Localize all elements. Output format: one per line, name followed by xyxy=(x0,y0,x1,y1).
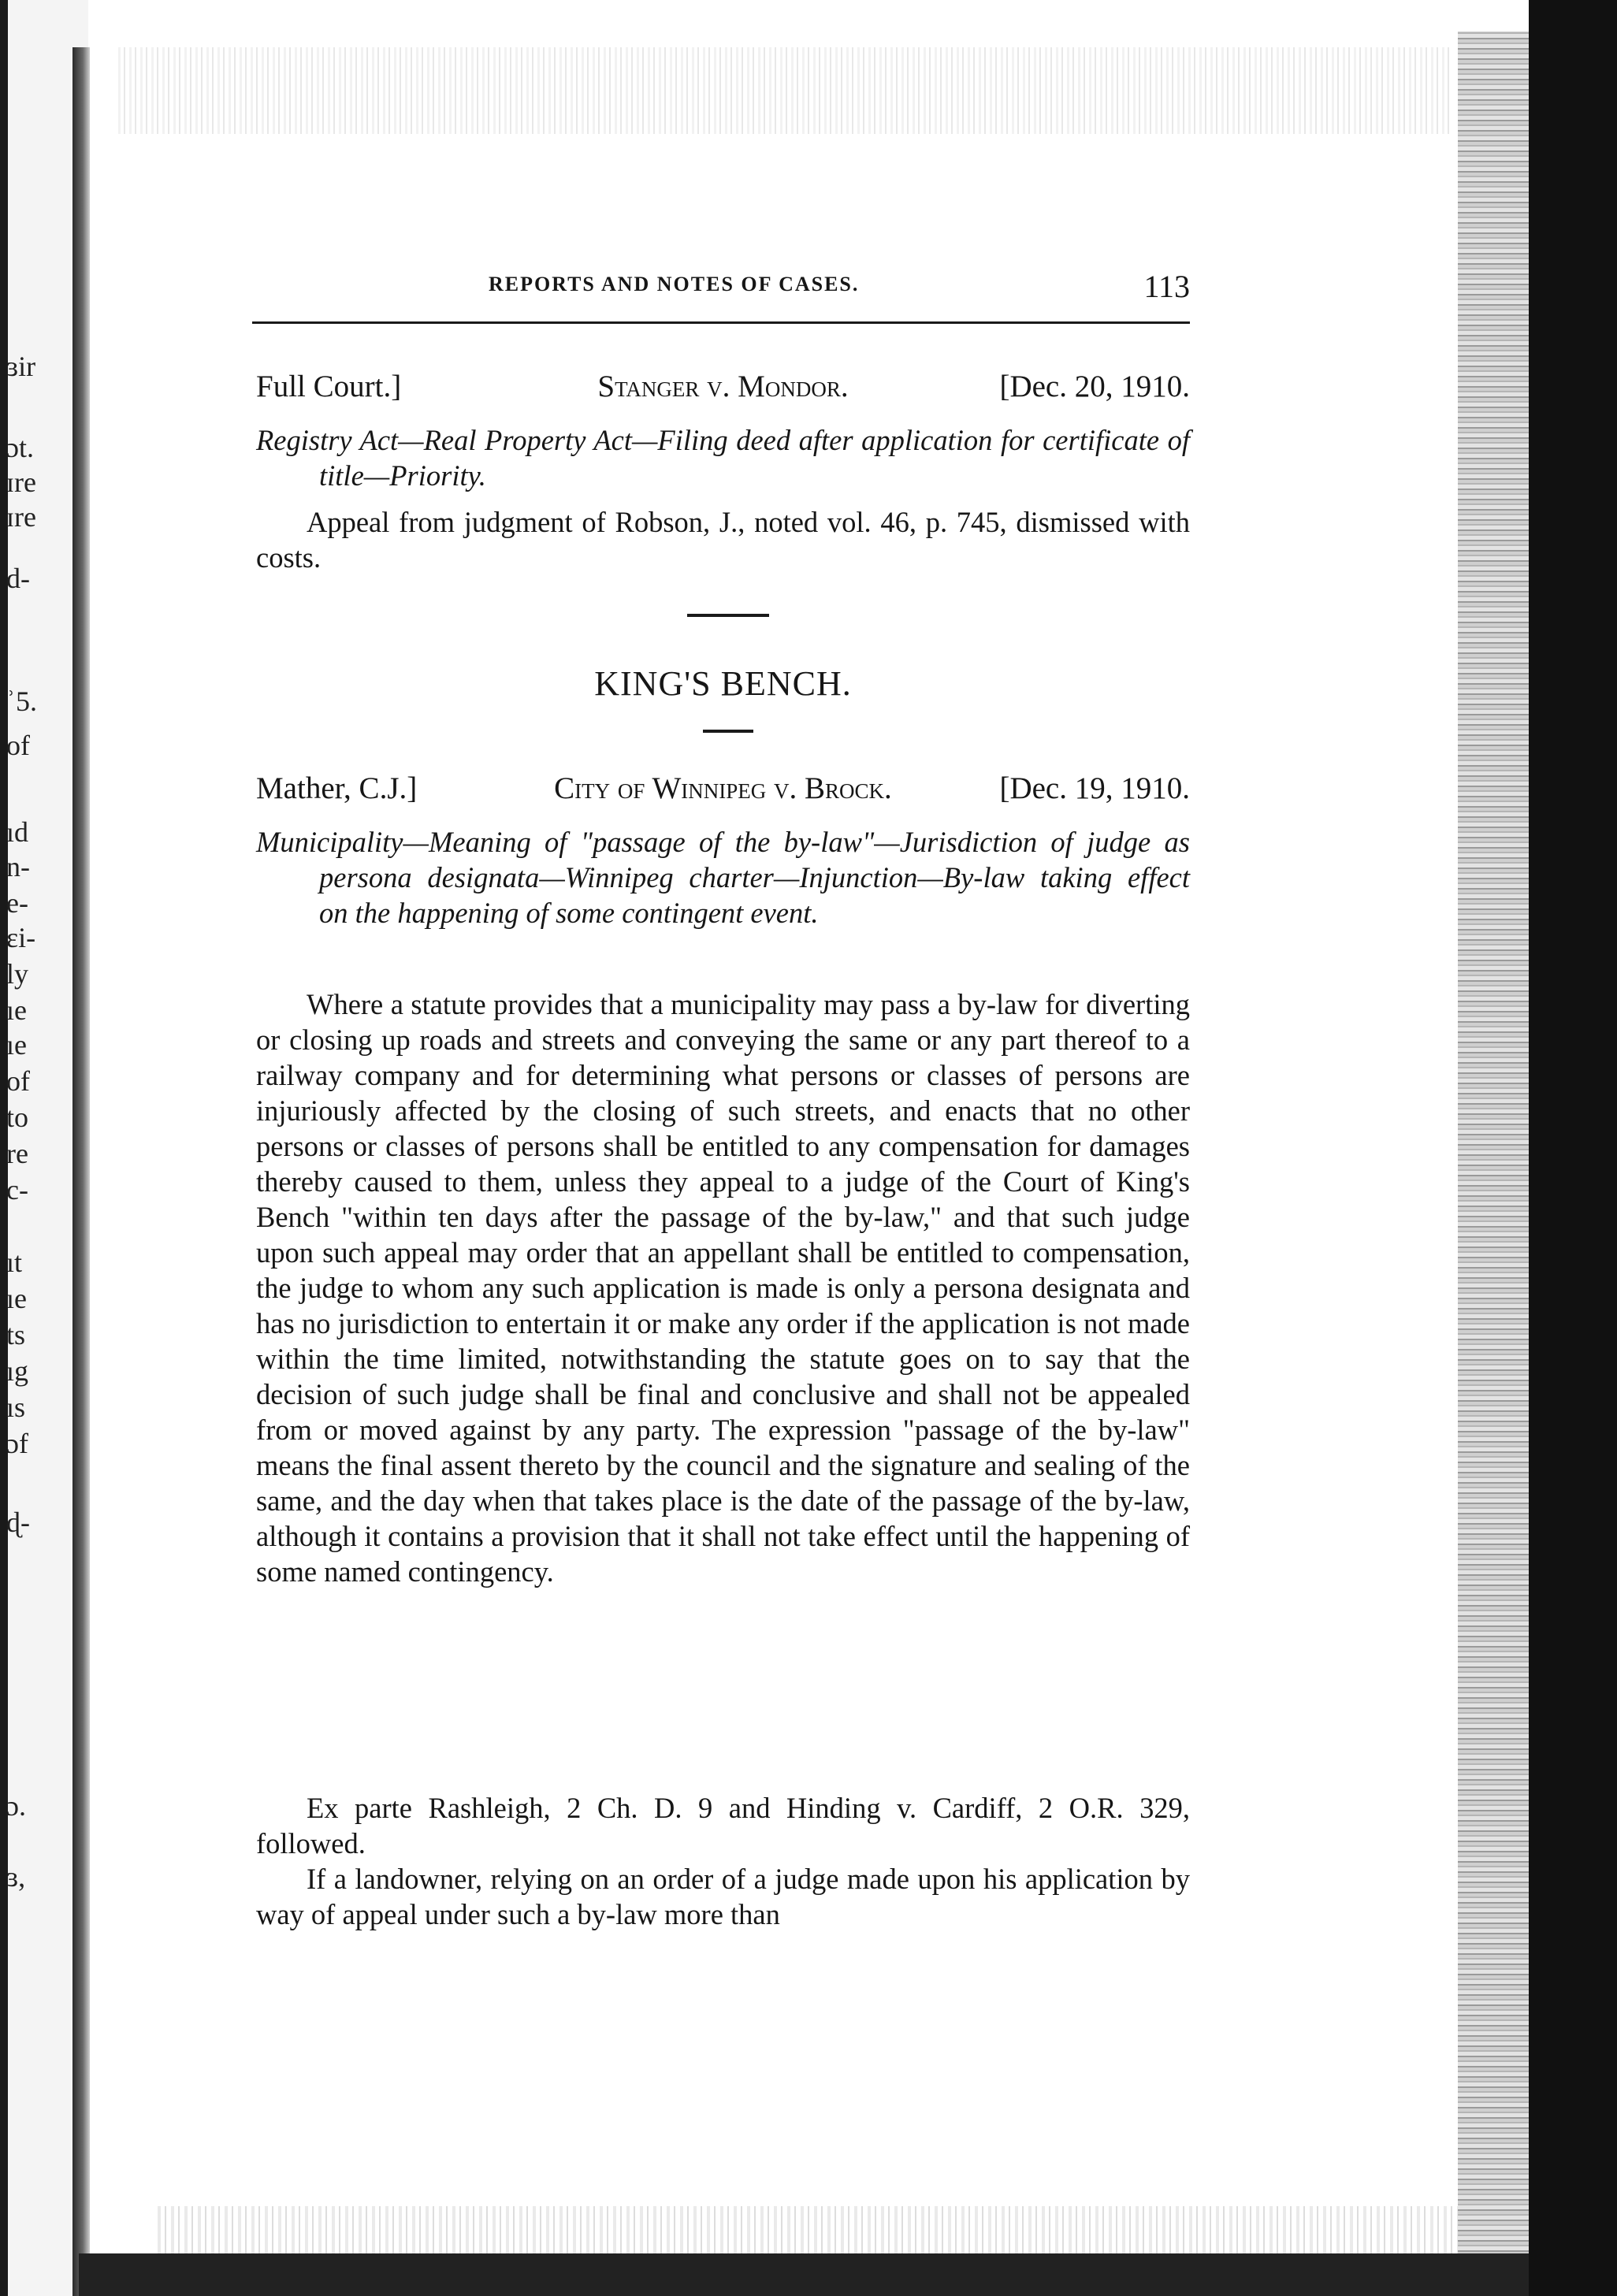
facing-page-fragment: ɖ- xyxy=(6,1507,30,1538)
facing-page-fragment: ɜir xyxy=(6,351,36,382)
facing-page-fragment: ɪre xyxy=(6,466,36,498)
case-headnote: Registry Act—Real Property Act—Filing deed after application for certificate of title—Priority. xyxy=(256,424,1190,492)
case-caption-stanger xyxy=(256,369,1190,408)
facing-page-fragment: ɜ, xyxy=(6,1861,26,1893)
case-court: Full Court.] xyxy=(256,370,402,403)
facing-page-fragment: ʾ5. xyxy=(6,685,37,717)
facing-page-fragment: d- xyxy=(6,563,30,594)
scan-top-noise xyxy=(118,47,1450,134)
scan-right-border xyxy=(1529,0,1617,2296)
case-headnote: Municipality—Meaning of "passage of the by-law"—Jurisdiction of judge as persona designata—Winnipeg charter—Injunction—By-law taking effect on the happening of some contingent event. xyxy=(256,826,1190,929)
case-paragraph-1: Where a statute provides that a municipality may pass a by-law for diverting or closing up roads and streets and conveying the same or any part thereof to a railway company and for determining what persons or classes of persons are injuriously affected by the closing of such streets, and enacts that no other persons or classes of persons shall be entitled to any compensation for damages thereby caused to them, unless they appeal to a judge of the Court of King's Bench "within ten days after the passage of the by-law," and that such judge upon such appeal may order that an appellant shall be entitled to compensation, the judge to whom any such application is made is only a persona designata and has no jurisdiction to entertain it or make any order if the application is not made within the time limited, notwithstanding the statute goes on to say that the decision of such judge shall be final and conclusive and shall not be appealed from or moved against by any party. The expression "passage of the by-law" means the final assent thereto by the council and the signature and sealing of the same, and the day when that takes place is the date of the passage of the by-law, although it contains a provision that it shall not take effect until the happening of some named contingency. xyxy=(256,988,1190,1588)
case-date: [Dec. 20, 1910. xyxy=(999,370,1190,403)
case-name: Stanger v. Mondor. xyxy=(597,370,849,403)
case-court: Mather, C.J.] xyxy=(256,771,418,805)
facing-page-fragment: ıe xyxy=(6,1283,27,1314)
facing-page-fragment: ɪre xyxy=(6,501,36,533)
running-head xyxy=(252,268,1190,307)
facing-page-fragment: ɔf xyxy=(6,1428,28,1459)
case-caption-winnipeg xyxy=(256,771,1190,810)
facing-page-fragment: ıs xyxy=(6,1391,26,1423)
header-rule xyxy=(252,321,1190,324)
case-paragraph-3: If a landowner, relying on an order of a judge made upon his application by way of appeal under such a by-law more than xyxy=(256,1863,1190,1930)
facing-page-fragment: ıe xyxy=(6,1029,27,1061)
scan-bottom-noise xyxy=(158,2206,1458,2253)
case-paragraph-2: Ex parte Rashleigh, 2 Ch. D. 9 and Hinding v. Cardiff, 2 O.R. 329, followed. xyxy=(256,1792,1190,1859)
facing-page-fragment: to xyxy=(6,1102,29,1133)
section-divider xyxy=(687,614,769,617)
facing-page-fragment: of xyxy=(6,730,30,761)
facing-page-fragment: ɛi- xyxy=(6,922,36,953)
book-gutter-shadow xyxy=(72,47,90,2296)
case-date: [Dec. 19, 1910. xyxy=(999,771,1190,805)
facing-page-fragment: re xyxy=(6,1138,28,1169)
facing-page-fragment: e- xyxy=(6,887,28,919)
facing-page-fragment: ly xyxy=(6,958,29,990)
facing-page-fragment: of xyxy=(6,1065,30,1097)
facing-page-fragment: ıt xyxy=(6,1246,23,1278)
facing-page-fragment: ɔt. xyxy=(6,432,34,463)
case-name: City of Winnipeg v. Brock. xyxy=(554,771,892,805)
section-heading: KING'S BENCH. xyxy=(594,664,852,703)
page-edge-stack xyxy=(1458,32,1529,2296)
case-body: Appeal from judgment of Robson, J., noted vol. 46, p. 745, dismissed with costs. xyxy=(256,506,1190,574)
facing-page-fragment: ıd xyxy=(6,816,29,848)
facing-page-fragment: ıg xyxy=(6,1355,29,1387)
facing-page-fragment: ıe xyxy=(6,994,27,1026)
facing-page-fragment: c- xyxy=(6,1174,28,1206)
page-number: 113 xyxy=(1143,269,1190,304)
running-head-title: REPORTS AND NOTES OF CASES. xyxy=(489,273,860,295)
facing-page-fragment: n- xyxy=(6,851,30,882)
section-divider-short xyxy=(703,730,753,733)
facing-page-fragment: ɔ. xyxy=(6,1790,26,1822)
facing-page-fragment: ts xyxy=(6,1319,26,1350)
scan-bottom-border xyxy=(79,2253,1529,2296)
